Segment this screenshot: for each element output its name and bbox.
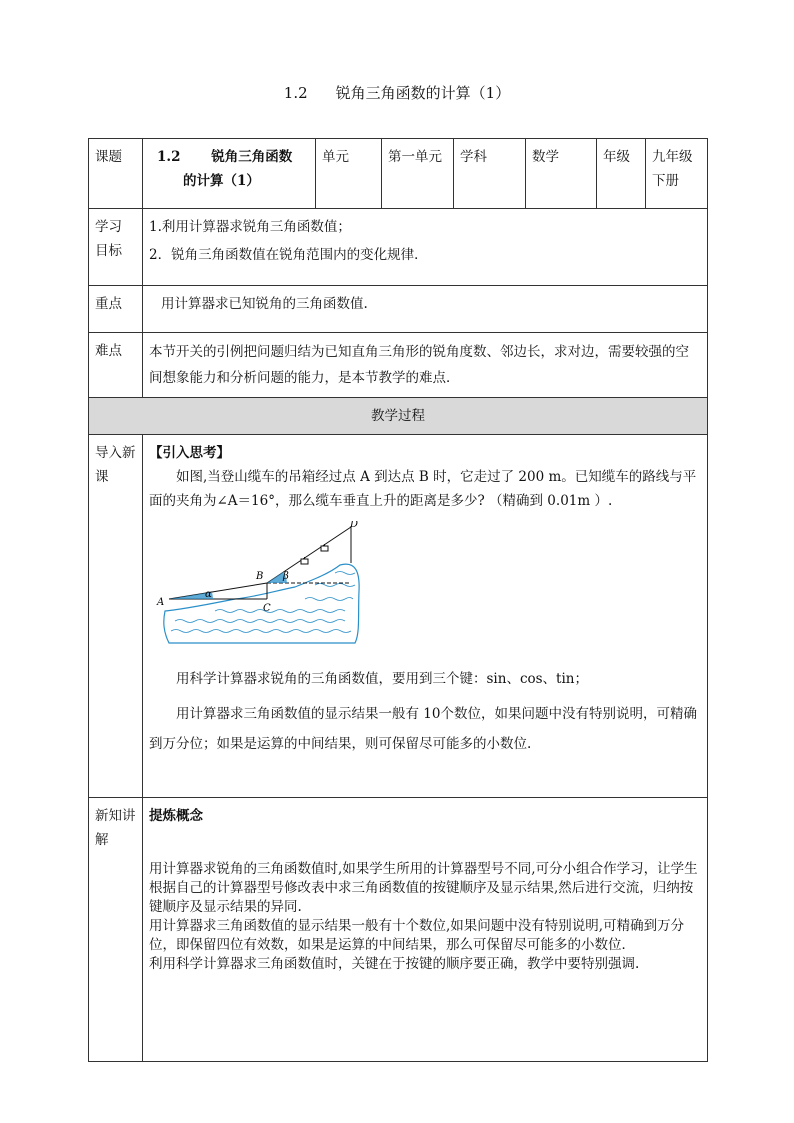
label-b: B	[256, 571, 264, 582]
newknow-para-1: 用计算器求锐角的三角函数值时,如果学生所用的计算器型号不同,可分小组合作学习，让学生根据自己的计算器型号修改表中求三角函数值的按键顺序及显示结果,然后进行交流，归纳按键顺序及显示结果的异同.	[149, 861, 698, 915]
difficulty-text: 本节开关的引例把问题归结为已知直角三角形的锐角度数、邻边长，求对边，需要较强的空间想象能力和分析问题的能力，是本节教学的难点．	[149, 344, 689, 386]
course-label: 课题	[89, 139, 143, 209]
goals-label-2: 目标	[95, 243, 122, 259]
goal-item: 2．锐角三角函数值在锐角范围内的变化规律．	[149, 247, 428, 263]
unit-value: 第一单元	[382, 139, 454, 209]
cabin-icon	[301, 559, 308, 564]
cabin-icon	[321, 546, 328, 551]
newknow-content	[143, 798, 708, 1062]
intro-content	[143, 435, 708, 798]
title-number: 1.2	[283, 84, 308, 102]
intro-para-2: 用科学计算器求锐角的三角函数值，要用到三个键：sin、cos、tin；	[176, 671, 588, 687]
page-title	[0, 82, 794, 103]
goal-item: 1.利用计算器求锐角三角函数值；	[149, 219, 351, 235]
newknow-heading: 提炼概念	[149, 808, 203, 824]
unit-label: 单元	[316, 139, 382, 209]
difficulty-row	[89, 333, 708, 398]
label-c: C	[263, 603, 271, 614]
newknow-row	[89, 798, 708, 1062]
course-num: 1.2	[157, 149, 181, 165]
intro-label: 导入新课	[89, 435, 143, 798]
subject-label: 学科	[454, 139, 526, 209]
newknow-para-3: 利用科学计算器求三角函数值时，关键在于按键的顺序要正确，教学中要特别强调.	[149, 956, 640, 972]
label-beta: β	[283, 571, 289, 582]
course-name-2: 的计算（1）	[183, 173, 260, 189]
cable-car-diagram	[155, 521, 365, 653]
grade-label: 年级	[597, 139, 646, 209]
goals-label-1: 学习	[95, 219, 122, 235]
process-header: 教学过程	[89, 398, 708, 435]
title-text: 锐角三角函数的计算（1）	[335, 84, 511, 102]
grade-value	[646, 139, 708, 209]
label-d: D	[350, 521, 359, 530]
process-header-row	[89, 398, 708, 435]
key-text: 用计算器求已知锐角的三角函数值.	[161, 296, 368, 312]
subject-value: 数学	[526, 139, 597, 209]
key-row	[89, 286, 708, 333]
key-content	[143, 286, 708, 333]
grade-value-1: 九年级	[652, 149, 693, 165]
label-alpha: α	[205, 589, 212, 600]
intro-row	[89, 435, 708, 798]
course-name-1: 锐角三角函数	[211, 149, 293, 165]
difficulty-label: 难点	[89, 333, 143, 398]
newknow-label: 新知讲解	[89, 798, 143, 1062]
intro-para-3: 用计算器求三角函数值的显示结果一般有 10个数位，如果问题中没有特别说明，可精确到万分位；如果是运算的中间结果，则可保留尽可能多的小数位.	[149, 706, 697, 752]
goals-label	[89, 209, 143, 286]
key-label: 重点	[89, 286, 143, 333]
goals-row	[89, 209, 708, 286]
difficulty-content	[143, 333, 708, 398]
newknow-para-2: 用计算器求三角函数值的显示结果一般有十个数位,如果问题中没有特别说明,可精确到万分位，即保留四位有效数，如果是运算的中间结果，那么可保留尽可能多的小数位．	[149, 918, 685, 953]
label-a: A	[157, 597, 165, 608]
goals-content	[143, 209, 708, 286]
intro-heading: 【引入思考】	[149, 445, 230, 461]
cable-car-figure	[155, 521, 701, 661]
info-row	[89, 139, 708, 209]
intro-para-1: 如图,当登山缆车的吊箱经过点 A 到达点 B 时，它走过了 200 m。已知缆车的路线与平面的夹角为∠A＝16°，那么缆车垂直上升的距离是多少? （精确到 0.01m ）.	[149, 469, 697, 509]
lesson-plan-table	[88, 138, 708, 1062]
course-name	[143, 139, 316, 209]
grade-value-2: 下册	[652, 173, 679, 189]
